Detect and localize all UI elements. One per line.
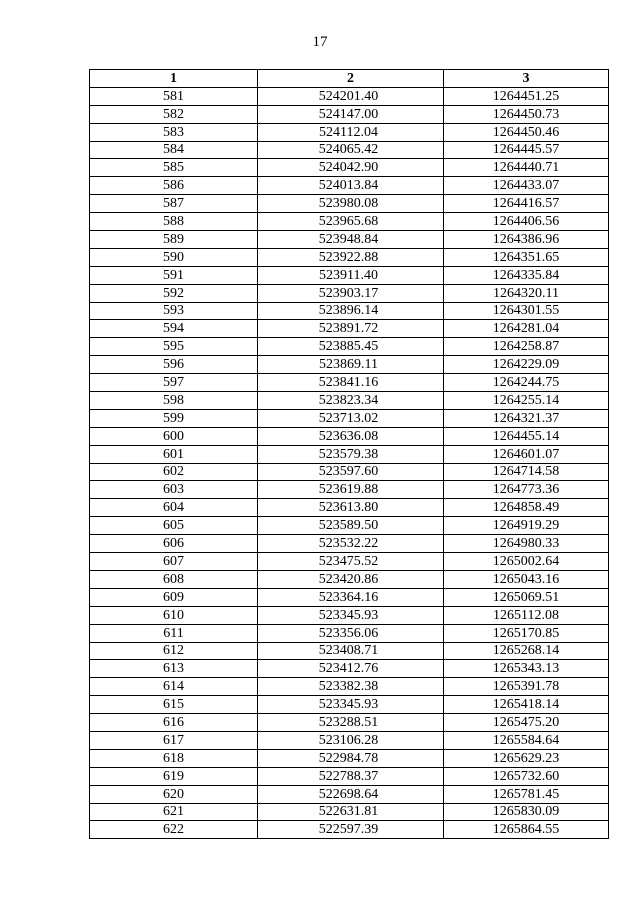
table-row: [90, 248, 609, 266]
y-coordinate-cell: 1264433.07: [444, 177, 609, 195]
y-coordinate-cell: 1265584.64: [444, 731, 609, 749]
y-coordinate-cell: 1265002.64: [444, 553, 609, 571]
table-row: [90, 570, 609, 588]
x-coordinate-cell: 522631.81: [258, 803, 444, 821]
y-coordinate-cell: 1264301.55: [444, 302, 609, 320]
x-coordinate-cell: 524042.90: [258, 159, 444, 177]
table-row: [90, 266, 609, 284]
point-number-cell: 617: [90, 731, 258, 749]
y-coordinate-cell: 1265069.51: [444, 588, 609, 606]
x-coordinate-cell: 523911.40: [258, 266, 444, 284]
y-coordinate-cell: 1264320.11: [444, 284, 609, 302]
x-coordinate-cell: 524201.40: [258, 87, 444, 105]
table-row: [90, 159, 609, 177]
y-coordinate-cell: 1264321.37: [444, 409, 609, 427]
y-coordinate-cell: 1265475.20: [444, 714, 609, 732]
table-row: [90, 821, 609, 839]
x-coordinate-cell: 523382.38: [258, 678, 444, 696]
x-coordinate-cell: 523475.52: [258, 553, 444, 571]
x-coordinate-cell: 523597.60: [258, 463, 444, 481]
table-row: [90, 356, 609, 374]
x-coordinate-cell: 522984.78: [258, 749, 444, 767]
point-number-cell: 621: [90, 803, 258, 821]
table-row: [90, 696, 609, 714]
x-coordinate-cell: 523288.51: [258, 714, 444, 732]
table-row: [90, 284, 609, 302]
point-number-cell: 614: [90, 678, 258, 696]
table-row: [90, 678, 609, 696]
y-coordinate-cell: 1264450.46: [444, 123, 609, 141]
y-coordinate-cell: 1264386.96: [444, 231, 609, 249]
x-coordinate-cell: 523636.08: [258, 427, 444, 445]
y-coordinate-cell: 1264773.36: [444, 481, 609, 499]
point-number-cell: 622: [90, 821, 258, 839]
x-coordinate-cell: 522597.39: [258, 821, 444, 839]
point-number-cell: 592: [90, 284, 258, 302]
y-coordinate-cell: 1264335.84: [444, 266, 609, 284]
y-coordinate-cell: 1265418.14: [444, 696, 609, 714]
table-row: [90, 409, 609, 427]
point-number-cell: 587: [90, 195, 258, 213]
point-number-cell: 599: [90, 409, 258, 427]
table-row: [90, 302, 609, 320]
x-coordinate-cell: 523823.34: [258, 392, 444, 410]
x-coordinate-cell: 522698.64: [258, 785, 444, 803]
point-number-cell: 619: [90, 767, 258, 785]
point-number-cell: 595: [90, 338, 258, 356]
point-number-cell: 591: [90, 266, 258, 284]
point-number-cell: 620: [90, 785, 258, 803]
y-coordinate-cell: 1264980.33: [444, 535, 609, 553]
table-header-row: [90, 70, 609, 88]
table-row: [90, 123, 609, 141]
table-row: [90, 427, 609, 445]
y-coordinate-cell: 1265170.85: [444, 624, 609, 642]
table-row: [90, 213, 609, 231]
table-body: [90, 87, 609, 838]
table-row: [90, 606, 609, 624]
point-number-cell: 596: [90, 356, 258, 374]
point-number-cell: 604: [90, 499, 258, 517]
x-coordinate-cell: 522788.37: [258, 767, 444, 785]
table-row: [90, 141, 609, 159]
y-coordinate-cell: 1264416.57: [444, 195, 609, 213]
y-coordinate-cell: 1265732.60: [444, 767, 609, 785]
page-number: 17: [312, 34, 328, 50]
x-coordinate-cell: 524147.00: [258, 105, 444, 123]
point-number-cell: 583: [90, 123, 258, 141]
y-coordinate-cell: 1264351.65: [444, 248, 609, 266]
point-number-cell: 607: [90, 553, 258, 571]
y-coordinate-cell: 1264601.07: [444, 445, 609, 463]
coordinates-table: [89, 69, 609, 839]
point-number-cell: 588: [90, 213, 258, 231]
y-coordinate-cell: 1264919.29: [444, 517, 609, 535]
y-coordinate-cell: 1264445.57: [444, 141, 609, 159]
x-coordinate-cell: 523896.14: [258, 302, 444, 320]
table-row: [90, 642, 609, 660]
point-number-cell: 606: [90, 535, 258, 553]
table-row: [90, 338, 609, 356]
point-number-cell: 598: [90, 392, 258, 410]
point-number-cell: 609: [90, 588, 258, 606]
y-coordinate-cell: 1265781.45: [444, 785, 609, 803]
x-coordinate-cell: 523869.11: [258, 356, 444, 374]
x-coordinate-cell: 523965.68: [258, 213, 444, 231]
y-coordinate-cell: 1264440.71: [444, 159, 609, 177]
point-number-cell: 608: [90, 570, 258, 588]
y-coordinate-cell: 1265268.14: [444, 642, 609, 660]
y-coordinate-cell: 1264258.87: [444, 338, 609, 356]
table-row: [90, 481, 609, 499]
x-coordinate-cell: 523106.28: [258, 731, 444, 749]
table-row: [90, 87, 609, 105]
y-coordinate-cell: 1264451.25: [444, 87, 609, 105]
y-coordinate-cell: 1265830.09: [444, 803, 609, 821]
x-coordinate-cell: 523980.08: [258, 195, 444, 213]
point-number-cell: 589: [90, 231, 258, 249]
y-coordinate-cell: 1265864.55: [444, 821, 609, 839]
x-coordinate-cell: 523579.38: [258, 445, 444, 463]
column-header-1: 1: [90, 70, 258, 88]
x-coordinate-cell: 523948.84: [258, 231, 444, 249]
y-coordinate-cell: 1264255.14: [444, 392, 609, 410]
point-number-cell: 584: [90, 141, 258, 159]
point-number-cell: 582: [90, 105, 258, 123]
table-row: [90, 499, 609, 517]
point-number-cell: 585: [90, 159, 258, 177]
point-number-cell: 605: [90, 517, 258, 535]
table-row: [90, 374, 609, 392]
point-number-cell: 600: [90, 427, 258, 445]
x-coordinate-cell: 523364.16: [258, 588, 444, 606]
x-coordinate-cell: 523841.16: [258, 374, 444, 392]
x-coordinate-cell: 523532.22: [258, 535, 444, 553]
y-coordinate-cell: 1264455.14: [444, 427, 609, 445]
point-number-cell: 618: [90, 749, 258, 767]
table-row: [90, 463, 609, 481]
table-row: [90, 553, 609, 571]
y-coordinate-cell: 1264714.58: [444, 463, 609, 481]
x-coordinate-cell: 523345.93: [258, 606, 444, 624]
table-row: [90, 392, 609, 410]
x-coordinate-cell: 524065.42: [258, 141, 444, 159]
table-row: [90, 177, 609, 195]
y-coordinate-cell: 1265629.23: [444, 749, 609, 767]
table-row: [90, 517, 609, 535]
table-row: [90, 535, 609, 553]
table-row: [90, 660, 609, 678]
table-row: [90, 624, 609, 642]
x-coordinate-cell: 523922.88: [258, 248, 444, 266]
y-coordinate-cell: 1264244.75: [444, 374, 609, 392]
table-row: [90, 588, 609, 606]
point-number-cell: 602: [90, 463, 258, 481]
point-number-cell: 613: [90, 660, 258, 678]
y-coordinate-cell: 1264858.49: [444, 499, 609, 517]
point-number-cell: 615: [90, 696, 258, 714]
x-coordinate-cell: 523589.50: [258, 517, 444, 535]
x-coordinate-cell: 523903.17: [258, 284, 444, 302]
x-coordinate-cell: 523885.45: [258, 338, 444, 356]
table-row: [90, 320, 609, 338]
y-coordinate-cell: 1264450.73: [444, 105, 609, 123]
point-number-cell: 611: [90, 624, 258, 642]
table-row: [90, 714, 609, 732]
y-coordinate-cell: 1265112.08: [444, 606, 609, 624]
y-coordinate-cell: 1265043.16: [444, 570, 609, 588]
x-coordinate-cell: 523891.72: [258, 320, 444, 338]
point-number-cell: 616: [90, 714, 258, 732]
point-number-cell: 581: [90, 87, 258, 105]
y-coordinate-cell: 1265343.13: [444, 660, 609, 678]
x-coordinate-cell: 524013.84: [258, 177, 444, 195]
point-number-cell: 597: [90, 374, 258, 392]
x-coordinate-cell: 523408.71: [258, 642, 444, 660]
point-number-cell: 612: [90, 642, 258, 660]
y-coordinate-cell: 1264406.56: [444, 213, 609, 231]
x-coordinate-cell: 523420.86: [258, 570, 444, 588]
x-coordinate-cell: 523345.93: [258, 696, 444, 714]
table-row: [90, 105, 609, 123]
point-number-cell: 593: [90, 302, 258, 320]
table-row: [90, 731, 609, 749]
point-number-cell: 603: [90, 481, 258, 499]
point-number-cell: 590: [90, 248, 258, 266]
y-coordinate-cell: 1264281.04: [444, 320, 609, 338]
y-coordinate-cell: 1265391.78: [444, 678, 609, 696]
table-row: [90, 445, 609, 463]
table-row: [90, 195, 609, 213]
point-number-cell: 586: [90, 177, 258, 195]
y-coordinate-cell: 1264229.09: [444, 356, 609, 374]
x-coordinate-cell: 523619.88: [258, 481, 444, 499]
table-row: [90, 785, 609, 803]
column-header-3: 3: [444, 70, 609, 88]
x-coordinate-cell: 523713.02: [258, 409, 444, 427]
x-coordinate-cell: 524112.04: [258, 123, 444, 141]
table-row: [90, 767, 609, 785]
point-number-cell: 594: [90, 320, 258, 338]
x-coordinate-cell: 523412.76: [258, 660, 444, 678]
point-number-cell: 610: [90, 606, 258, 624]
table-row: [90, 803, 609, 821]
x-coordinate-cell: 523613.80: [258, 499, 444, 517]
x-coordinate-cell: 523356.06: [258, 624, 444, 642]
column-header-2: 2: [258, 70, 444, 88]
point-number-cell: 601: [90, 445, 258, 463]
table-row: [90, 749, 609, 767]
table-row: [90, 231, 609, 249]
